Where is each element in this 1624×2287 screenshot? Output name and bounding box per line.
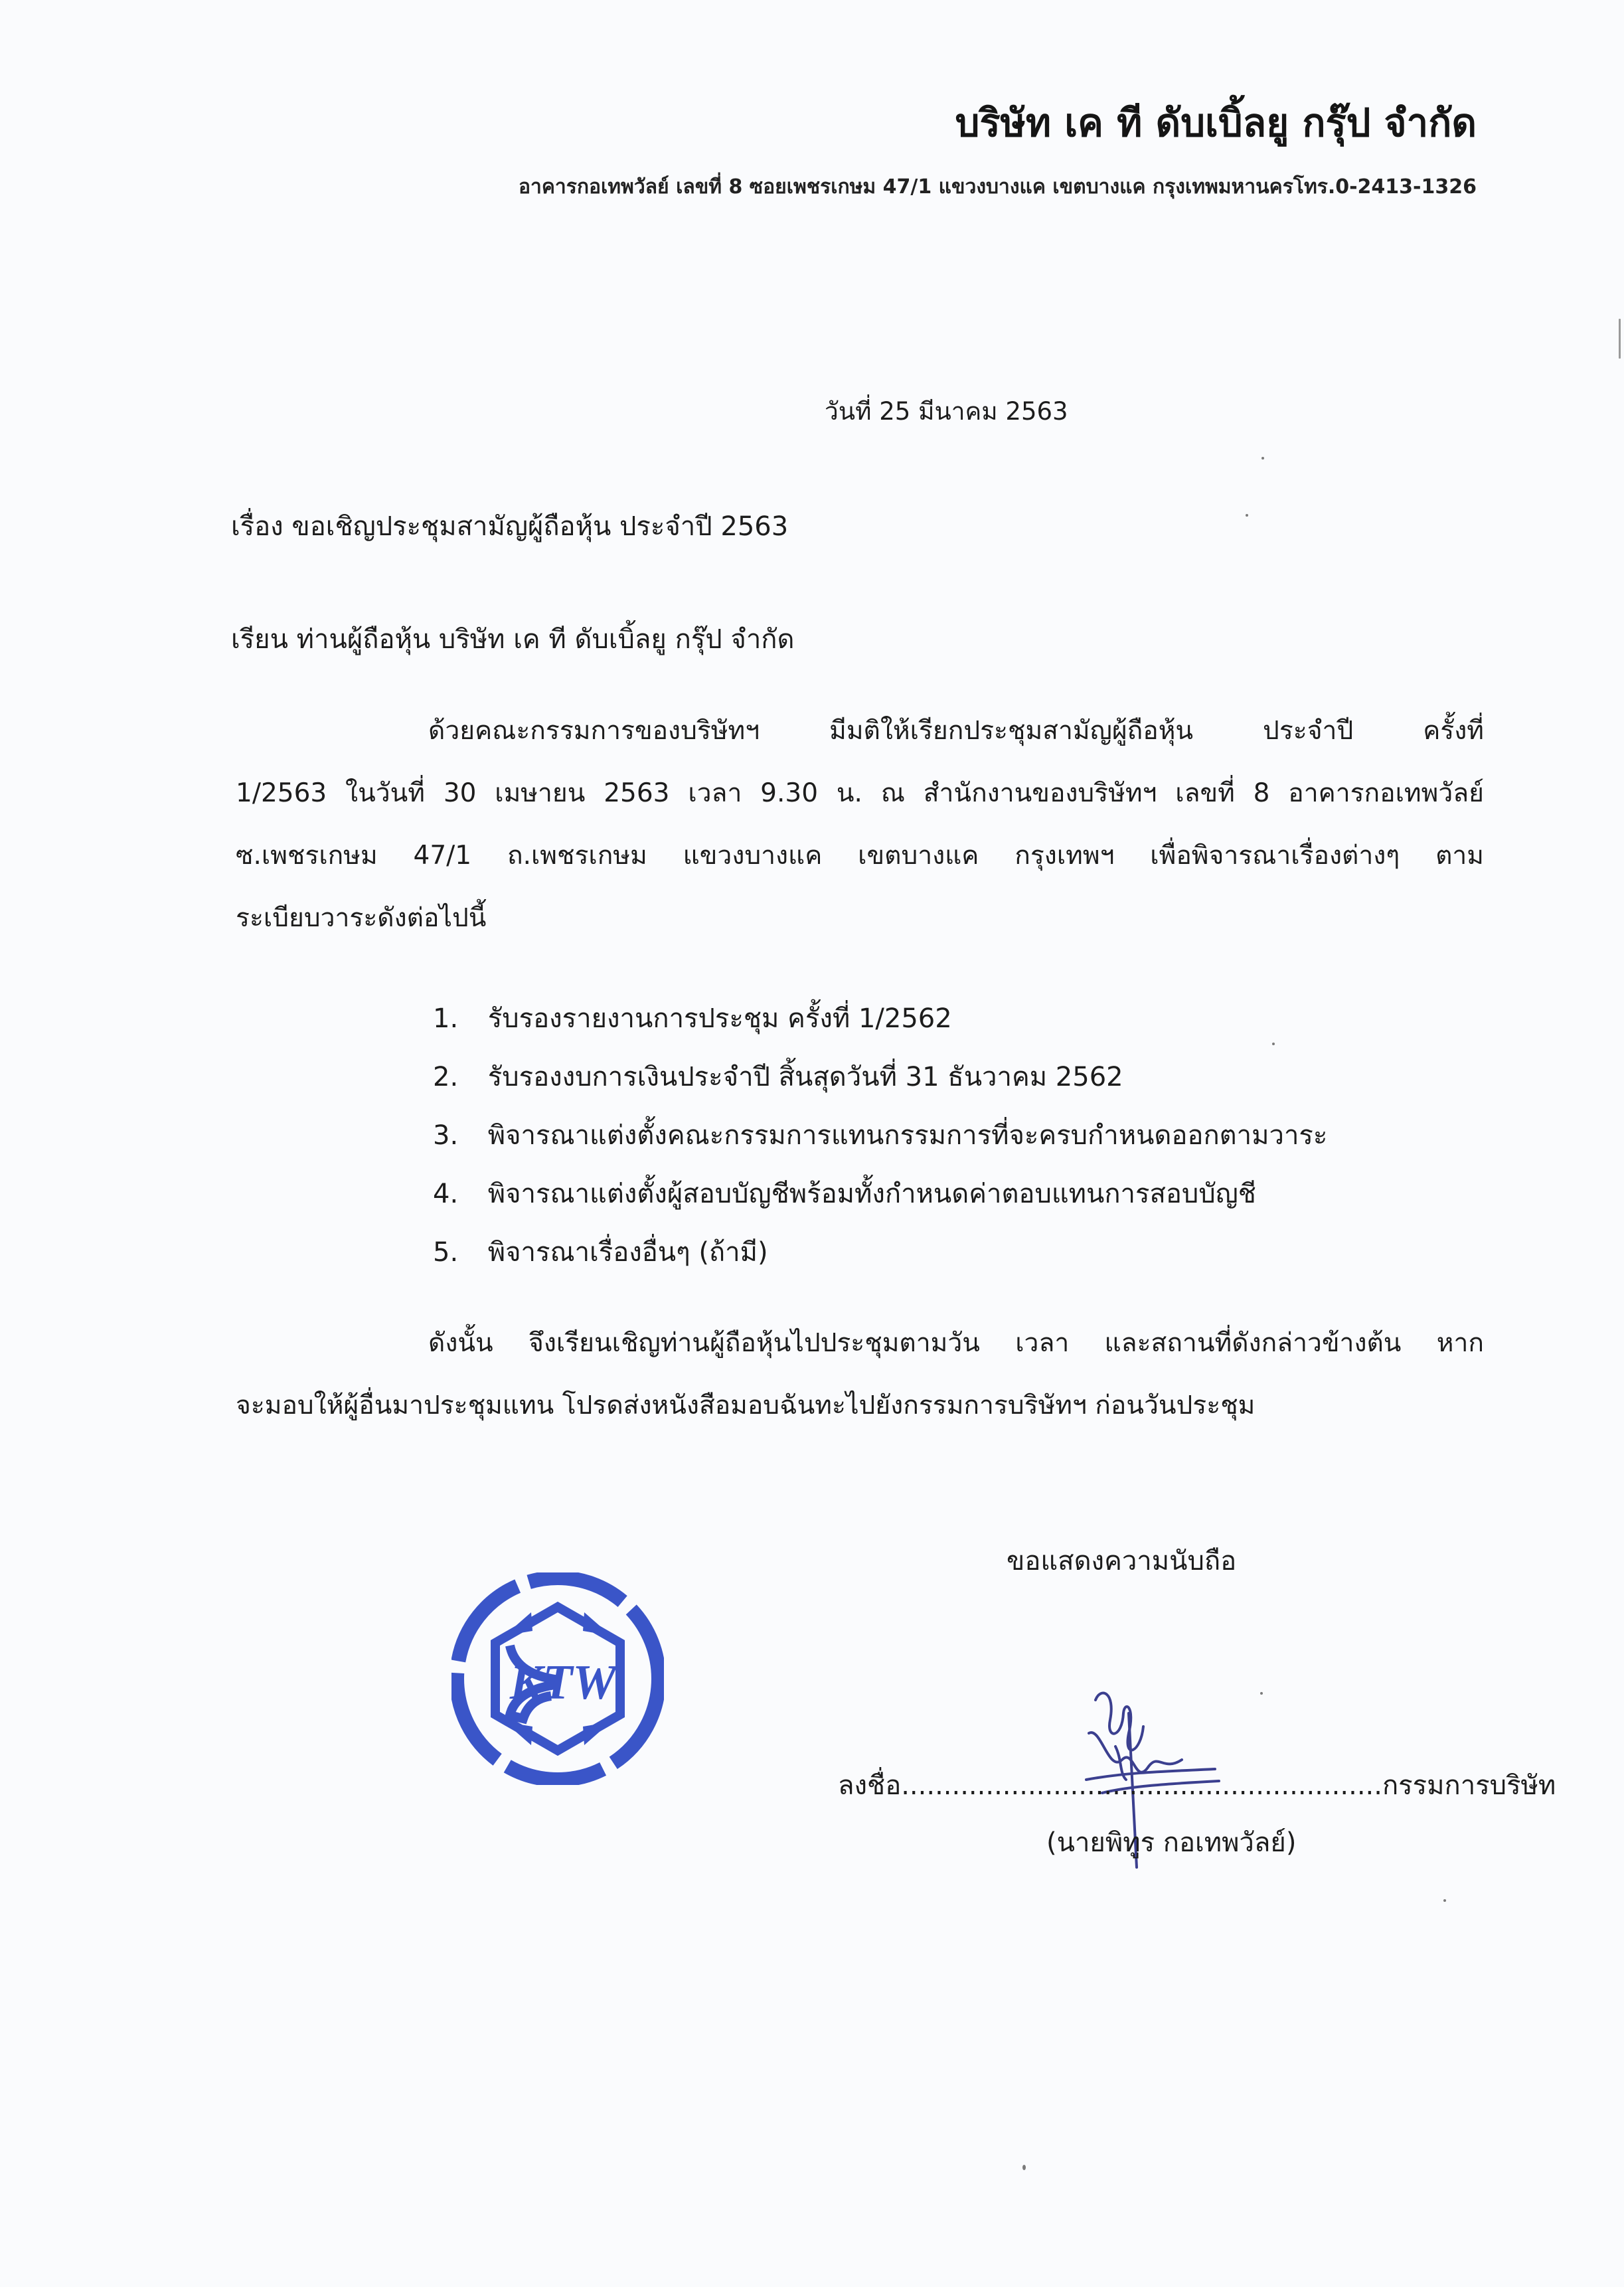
agenda-number: 3. [433, 1120, 459, 1151]
letter-recipient: เรียน ท่านผู้ถือหุ้น บริษัท เค ที ดับเบิ้ลยู กรุ๊ป จำกัด [231, 624, 795, 655]
agenda-text: พิจารณาเรื่องอื่นๆ (ถ้ามี) [487, 1237, 768, 1268]
agenda-number: 4. [433, 1179, 459, 1209]
agenda-text: พิจารณาแต่งตั้งผู้สอบบัญชีพร้อมทั้งกำหนดค่าตอบแทนการสอบบัญชี [487, 1179, 1256, 1209]
company-seal [451, 1572, 664, 1785]
agenda-item [433, 1106, 1327, 1165]
company-name: บริษัท เค ที ดับเบิ้ลยู กรุ๊ป จำกัด [955, 100, 1477, 145]
agenda-item [433, 1165, 1327, 1223]
paragraph-line: ดังนั้น จึงเรียนเชิญท่านผู้ถือหุ้นไปประชุมตามวัน เวลา และสถานที่ดังกล่าวข้างต้น หาก [428, 1328, 1484, 1358]
seal-text: KTW [509, 1655, 617, 1710]
scan-speck [1443, 1899, 1446, 1902]
agenda-item [433, 1223, 1327, 1282]
scan-speck [1022, 2165, 1026, 2170]
body-paragraph-2 [236, 1312, 1484, 1437]
agenda-item [433, 1048, 1327, 1106]
signer-name: (นายพิทูร กอเทพวัลย์) [1046, 1827, 1297, 1858]
scan-speck [1261, 457, 1264, 460]
signature-line: ลงชื่อ.........................................................กรรมการบริษัท [838, 1770, 1556, 1801]
body-paragraph-1 [236, 700, 1484, 950]
paragraph-line: จะมอบให้ผู้อื่นมาประชุมแทน โปรดส่งหนังสือมอบฉันทะไปยังกรรมการบริษัทฯ ก่อนวันประชุม [236, 1391, 1256, 1420]
agenda-number: 1. [433, 1003, 459, 1034]
agenda-number: 2. [433, 1062, 459, 1092]
scan-edge-mark [1619, 319, 1621, 359]
company-address: อาคารกอเทพวัลย์ เลขที่ 8 ซอยเพชรเกษม 47/1 แขวงบางแค เขตบางแค กรุงเทพมหานครโทร.0-2413-1326 [518, 175, 1477, 199]
paragraph-line: ซ.เพชรเกษม 47/1 ถ.เพชรเกษม แขวงบางแค เขตบางแค กรุงเทพฯ เพื่อพิจารณาเรื่องต่างๆ ตาม [236, 841, 1484, 871]
scan-speck [1246, 514, 1248, 517]
agenda-list [433, 989, 1327, 1282]
agenda-text: รับรองรายงานการประชุม ครั้งที่ 1/2562 [487, 1003, 952, 1034]
paragraph-line: ด้วยคณะกรรมการของบริษัทฯ มีมติให้เรียกประชุมสามัญผู้ถือหุ้น ประจำปี ครั้งที่ [428, 716, 1484, 746]
agenda-text: พิจารณาแต่งตั้งคณะกรรมการแทนกรรมการที่จะครบกำหนดออกตามวาระ [487, 1120, 1328, 1151]
agenda-number: 5. [433, 1237, 459, 1268]
agenda-item [433, 989, 1327, 1048]
scan-speck [1260, 1692, 1263, 1695]
letter-subject: เรื่อง ขอเชิญประชุมสามัญผู้ถือหุ้น ประจำปี 2563 [231, 511, 789, 542]
closing-salutation: ขอแสดงความนับถือ [1007, 1546, 1237, 1576]
agenda-text: รับรองงบการเงินประจำปี สิ้นสุดวันที่ 31 ธันวาคม 2562 [487, 1062, 1123, 1092]
paragraph-line: 1/2563 ในวันที่ 30 เมษายน 2563 เวลา 9.30 น. ณ สำนักงานของบริษัทฯ เลขที่ 8 อาคารกอเทพวัลย์ [236, 778, 1484, 808]
scan-speck [1272, 1043, 1275, 1045]
letter-date: วันที่ 25 มีนาคม 2563 [825, 397, 1068, 426]
paragraph-line: ระเบียบวาระดังต่อไปนี้ [236, 903, 487, 933]
